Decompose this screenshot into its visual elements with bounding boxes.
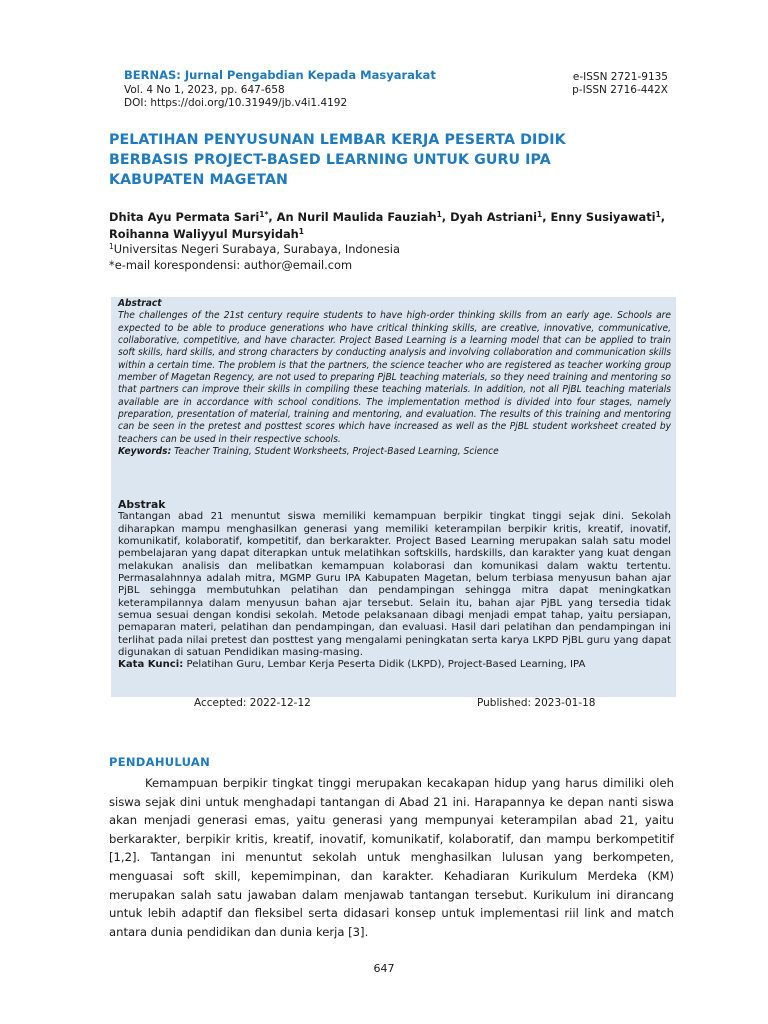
author-4: , Enny Susiyawati — [542, 210, 656, 224]
abstract-indonesian — [118, 499, 671, 672]
affiliation — [109, 241, 400, 257]
keywords-label: Keywords: — [118, 446, 172, 458]
abstract-text: The challenges of the 21st century require students to have high-order thinking skills from an early age. Schools are expected to be able to produce generations who have critical thinking skills, are creative, innovative, communicative, collaborative, competitive, and have character. Project Based Learning is a learning model that can be applied to train soft skills, hard skills, and strong characters by conducting analysis and involving collaboration and communication skills within a certain time. The problem is that the partners, the science teacher who are registered as teacher working group member of Magetan Regency, are not used to preparing PjBL teaching materials, so they need training and mentoring so that partners can improve their skills in compiling these teaching materials. In addition, not all PjBL teaching materials available are in accordance with school conditions. The implementation method is divided into four stages, namely preparation, presentation of material, training and mentoring, and evaluation. The results of this training and mentoring can be seen in the pretest and posttest scores which have increased as well as the PjBL student worksheet created by teachers can be used in their respective schools. — [118, 310, 671, 445]
title-line-3: KABUPATEN MAGETAN — [109, 172, 289, 188]
abstract-heading: Abstract — [118, 298, 162, 309]
accepted-date: Accepted: 2022-12-12 — [194, 697, 311, 709]
journal-name: BERNAS: Jurnal Pengabdian Kepada Masyarakat — [124, 68, 436, 82]
keywords-text: Teacher Training, Student Worksheets, Project-Based Learning, Science — [171, 446, 499, 458]
author-4-mark: 1 — [655, 210, 661, 219]
abstrak-text: Tantangan abad 21 menuntut siswa memiliki kemampuan berpikir tingkat tinggi sejak dini. Sekolah diharapkan mampu menghasilkan generasi yang memiliki keterampilan berpikir kritis, kreatif, inovatif, komunikatif, kolaboratif, kompetitif, dan berkarakter. Project Based Learning merupakan salah satu model pembelajaran yang dapat diterapkan untuk melatihkan softskills, hardskills, dan karakter yang kuat dengan melakukan analisis dan melibatkan kemampuan kolaborasi dan komunikasi dalam waktu tertentu. Permasalahnnya adalah mitra, MGMP Guru IPA Kabupaten Magetan, belum terbiasa menyusun bahan ajar PjBL sehingga membutuhkan pelatihan dan pendampingan sehingga mitra dapat meningkatkan keterampilannya dalam menyusun bahan ajar tersebut. Selain itu, bahan ajar PjBL yang tersedia tidak semua sesuai dengan kondisi sekolah. Metode pelaksanaan dibagi menjadi empat tahap, yaitu persiapan, pemaparan materi, pelatihan dan pendampingan, dan evaluasi. Hasil dari pelatihan dan pendampingan ini terlihat pada nilai pretest dan posttest yang mengalami peningkatan serta karya LKPD PjBL guru yang dapat digunakan di satuan Pendidikan masing-masing. — [118, 511, 671, 659]
affiliation-text: Universitas Negeri Surabaya, Surabaya, Indonesia — [113, 242, 400, 256]
section-heading: PENDAHULUAN — [109, 755, 211, 769]
author-3-mark: 1 — [537, 210, 543, 219]
pissn: p-ISSN 2716-442X — [572, 84, 668, 96]
kata-kunci-label: Kata Kunci: — [118, 659, 184, 671]
journal-doi: DOI: https://doi.org/10.31949/jb.v4i1.4192 — [124, 97, 348, 109]
author-2-mark: 1 — [436, 210, 442, 219]
abstrak-heading: Abstrak — [118, 498, 166, 511]
author-list — [109, 209, 689, 243]
eissn: e-ISSN 2721-9135 — [572, 71, 668, 83]
correspondence-email: *e-mail korespondensi: author@email.com — [109, 258, 353, 272]
kata-kunci-line — [118, 659, 671, 671]
paper-title — [109, 130, 669, 190]
abstract-english — [118, 298, 671, 458]
kata-kunci-text: Pelatihan Guru, Lembar Kerja Peserta Didik (LKPD), Project-Based Learning, IPA — [183, 659, 586, 671]
keywords-line — [118, 446, 671, 458]
author-1-mark: 1* — [259, 210, 269, 219]
title-line-1: PELATIHAN PENYUSUNAN LEMBAR KERJA PESERTA DIDIK — [109, 132, 566, 148]
body-paragraph: Kemampuan berpikir tingkat tinggi merupakan kecakapan hidup yang harus dimiliki oleh siswa sejak dini untuk menghadapi tantangan di Abad 21 ini. Harapannya ke depan nanti siswa akan menjadi generasi emas, yaitu generasi yang mempunyai keterampilan abad 21, yaitu berkarakter, berpikir kritis, kreatif, inovatif, komunikatif, kolaboratif, dan mampu berkompetitif [1,2]. Tantangan ini menuntut sekolah untuk menghasilkan lulusan yang berkompeten, menguasai soft skill, kepemimpinan, dan karakter. Kehadiaran Kurikulum Merdeka (KM) merupakan salah satu jawaban dalam menjawab tantangan tersebut. Kurikulum ini dirancang untuk lebih adaptif dan fleksibel serta didasari konsep untuk implementasi riil link and match antara dunia pendidikan dan dunia kerja [3]. — [109, 776, 674, 939]
page-number: 647 — [373, 962, 395, 975]
affiliation-mark: 1 — [109, 242, 114, 251]
journal-volume: Vol. 4 No 1, 2023, pp. 647-658 — [124, 84, 285, 96]
author-1: Dhita Ayu Permata Sari — [109, 210, 260, 224]
author-sep: , — [660, 210, 666, 224]
title-line-2: BERBASIS PROJECT-BASED LEARNING UNTUK GURU IPA — [109, 152, 551, 168]
author-5-mark: 1 — [298, 227, 304, 236]
author-3: , Dyah Astriani — [441, 210, 537, 224]
author-5: Roihanna Waliyyul Mursyidah — [109, 227, 299, 241]
published-date: Published: 2023-01-18 — [477, 697, 596, 709]
author-2: , An Nuril Maulida Fauziah — [268, 210, 437, 224]
